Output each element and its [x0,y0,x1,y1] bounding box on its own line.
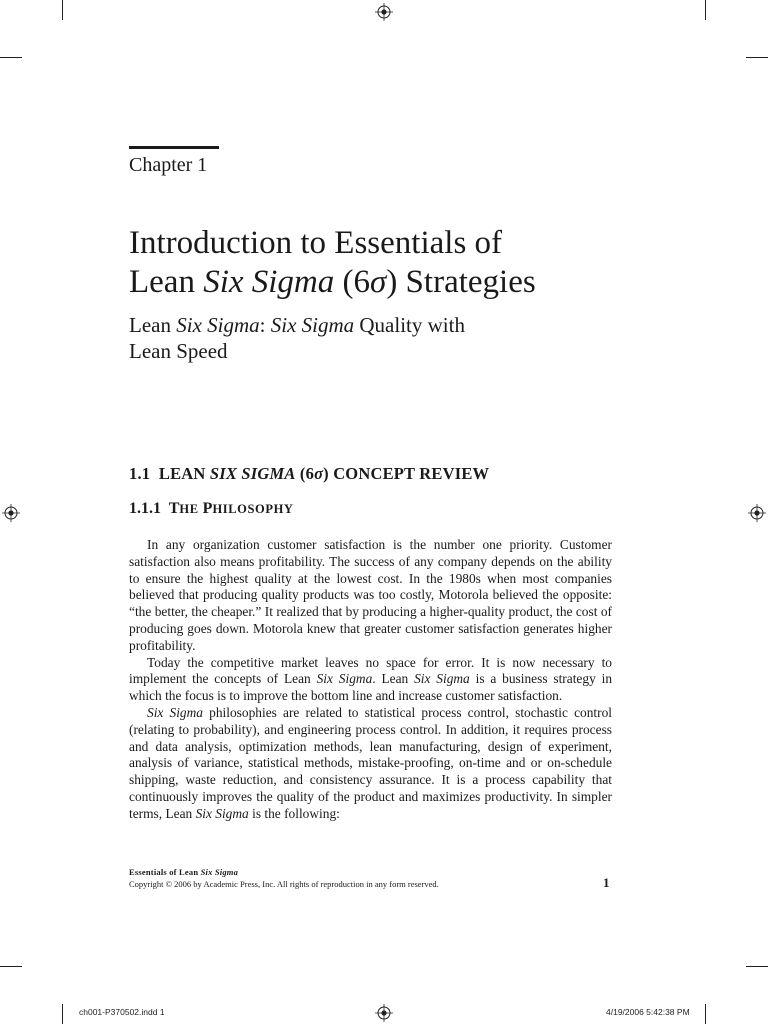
subtitle-line-2: Lean Speed [129,339,228,363]
sigma-symbol: σ [370,264,387,300]
subtitle-text: Quality with [354,313,465,337]
chapter-subtitle [129,312,609,364]
crop-mark [705,0,706,20]
subsection-text: T [168,500,180,517]
title-italic: Six Sigma [203,264,335,300]
footer-italic: Six Sigma [200,867,239,877]
section-text: ) CONCEPT REVIEW [323,464,490,483]
page-number: 1 [603,875,610,890]
chapter-rule [129,146,219,149]
para-italic: Six Sigma [414,671,470,687]
section-heading [129,464,489,484]
title-line-1: Introduction to Essentials of [129,225,503,261]
para-text: is a business strategy in which the focus is to improve the bottom line and increase customer satisfaction. [129,671,613,704]
slug-datetime: 4/19/2006 5:42:38 PM [606,1007,690,1017]
crop-mark [0,966,22,967]
section-number: 1.1 [129,464,151,483]
footer-book-title [129,867,238,877]
crop-mark [705,1004,706,1024]
footer-text: Essentials of Lean [129,867,201,877]
section-text: LEAN [158,464,210,483]
crop-mark [62,0,63,20]
crop-mark [746,57,768,58]
registration-mark-icon [375,1004,393,1022]
subtitle-italic: Six Sigma [176,313,260,337]
chapter-title [129,224,689,302]
subtitle-italic: Six Sigma [270,313,355,337]
para-text: is the following: [248,805,340,821]
subtitle-text: Lean [129,313,177,337]
para-text: philosophies are related to statistical process control, stochastic control (relating to probability), and engineering process control. In addition, it requires process and data analysis, optimization methods, lean manufacturing, design of experiment, analysis of variance, statistical methods, mistake-proofing, on-time and or on-schedule shipping, waste reduction, and consistency assurance. It is a process capability that continuously improves the quality of the product and maximizes productivity. In simpler terms, Lean [129,704,613,821]
registration-mark-icon [2,504,20,522]
para-italic: Six Sigma [147,704,203,720]
paragraph-1: In any organization customer satisfaction is the number one priority. Customer satisfaction also means profitability. The success of any company depends on the ability to ensure the highest quality at the lowest cost. In the 1980s when most companies believed that producing quality products was too costly, Motorola believed the opposite: “the better, the cheaper.” It realized that by producing a higher-quality product, the cost of producing goes down. Motorola knew that greater customer satisfaction generates higher profitability. [129,537,612,653]
para-italic: Six Sigma [316,671,373,687]
subsection-text: HILOSOPHY [212,502,294,516]
para-italic: Six Sigma [195,805,249,821]
chapter-label: Chapter 1 [129,154,208,176]
para-text: Today the competitive market leaves no space for error. It is now necessary to implement the concepts of Lean [129,654,612,687]
section-italic: SIX SIGMA [209,464,296,483]
crop-mark [62,1004,63,1024]
subsection-text: HE [179,502,199,516]
subsection-number: 1.1.1 [129,500,161,517]
slug-filename: ch001-P370502.indd 1 [79,1007,165,1017]
crop-mark [0,57,22,58]
section-text: (6 [295,464,315,483]
crop-mark [746,966,768,967]
title-text: ) Strategies [386,264,536,300]
subtitle-text: : [259,313,271,337]
title-text: Lean [129,264,204,300]
registration-mark-icon [375,3,393,21]
subsection-heading [129,500,294,518]
registration-mark-icon [748,504,766,522]
title-text: (6 [334,264,371,300]
paragraph-2 [129,655,612,705]
footer-copyright: Copyright © 2006 by Academic Press, Inc. All rights of reproduction in any form reserved. [129,879,439,889]
sigma-symbol: σ [314,464,324,483]
paragraph-3 [129,705,612,823]
para-text: . Lean [372,671,415,687]
subsection-text: P [202,500,213,517]
body-text [129,537,612,823]
